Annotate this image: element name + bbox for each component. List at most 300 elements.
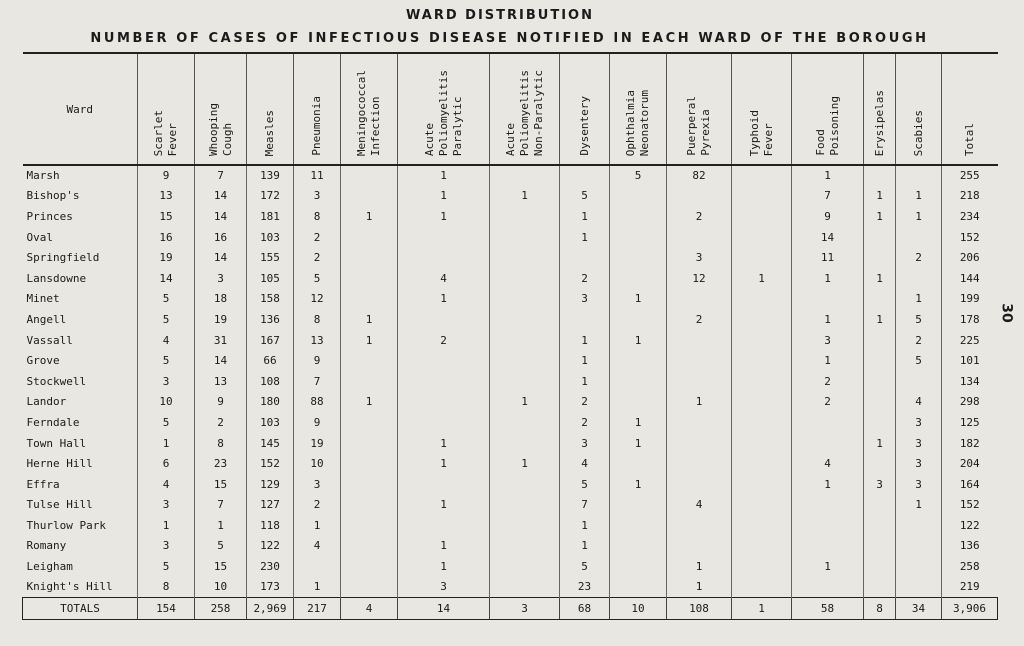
count-cell: 3 xyxy=(896,453,942,474)
count-cell xyxy=(792,412,864,433)
count-cell: 164 xyxy=(942,474,998,495)
count-cell xyxy=(294,556,341,577)
count-cell xyxy=(490,227,560,248)
count-cell: 1 xyxy=(610,330,667,351)
page-title: WARD DISTRIBUTION xyxy=(406,8,594,23)
table-row xyxy=(23,536,998,557)
count-cell: 234 xyxy=(942,206,998,227)
count-cell: 5 xyxy=(294,268,341,289)
count-cell: 1 xyxy=(610,433,667,454)
column-header-label: Scarlet Fever xyxy=(152,109,179,156)
column-header-acute-poliomyelitis-non-paralytic xyxy=(490,53,560,165)
count-cell: 199 xyxy=(942,289,998,310)
count-cell: 1 xyxy=(792,268,864,289)
table-row xyxy=(23,474,998,495)
ward-name-cell: Lansdowne xyxy=(26,271,87,285)
count-cell: 3 xyxy=(896,474,942,495)
count-cell: 9 xyxy=(195,392,247,413)
table-row xyxy=(23,247,998,268)
total-cell: 1 xyxy=(732,597,792,619)
ward-name-cell: Marsh xyxy=(26,169,60,183)
total-cell: 217 xyxy=(294,597,341,619)
count-cell: 103 xyxy=(247,227,294,248)
ward-name-cell: Knight's Hill xyxy=(26,580,113,594)
column-header-puerperal-pyrexia xyxy=(667,53,732,165)
column-header-measles xyxy=(247,53,294,165)
count-cell xyxy=(732,474,792,495)
ward-name-cell: Effra xyxy=(26,477,60,491)
count-cell: 5 xyxy=(195,536,247,557)
count-cell: 8 xyxy=(294,206,341,227)
table-row xyxy=(23,330,998,351)
count-cell xyxy=(560,309,610,330)
count-cell: 5 xyxy=(896,350,942,371)
table-row xyxy=(23,371,998,392)
table-row xyxy=(23,495,998,516)
count-cell xyxy=(490,350,560,371)
ward-name-cell: Leigham xyxy=(26,560,73,574)
count-cell xyxy=(667,330,732,351)
count-cell xyxy=(864,536,896,557)
column-header-label: Erysipelas xyxy=(872,89,886,156)
count-cell: 1 xyxy=(560,227,610,248)
count-cell: 136 xyxy=(247,309,294,330)
total-cell: 58 xyxy=(792,597,864,619)
count-cell: 1 xyxy=(667,577,732,598)
count-cell xyxy=(667,536,732,557)
count-cell: 127 xyxy=(247,495,294,516)
count-cell: 2 xyxy=(560,392,610,413)
count-cell xyxy=(732,165,792,186)
count-cell: 7 xyxy=(294,371,341,392)
total-cell: 68 xyxy=(560,597,610,619)
count-cell xyxy=(341,247,398,268)
count-cell: 14 xyxy=(792,227,864,248)
count-cell: 3 xyxy=(138,495,195,516)
count-cell: 218 xyxy=(942,186,998,207)
count-cell: 13 xyxy=(294,330,341,351)
count-cell: 3 xyxy=(864,474,896,495)
count-cell: 3 xyxy=(896,433,942,454)
count-cell: 2 xyxy=(294,247,341,268)
count-cell: 1 xyxy=(398,536,490,557)
table-row xyxy=(23,577,998,598)
total-cell: 108 xyxy=(667,597,732,619)
count-cell: 5 xyxy=(138,350,195,371)
count-cell: 1 xyxy=(864,206,896,227)
count-cell xyxy=(732,371,792,392)
total-cell: 4 xyxy=(341,597,398,619)
count-cell: 2 xyxy=(792,392,864,413)
count-cell xyxy=(732,309,792,330)
count-cell: 2 xyxy=(294,495,341,516)
count-cell xyxy=(560,165,610,186)
count-cell xyxy=(864,453,896,474)
column-header-total xyxy=(942,53,998,165)
count-cell xyxy=(490,268,560,289)
count-cell xyxy=(341,227,398,248)
count-cell xyxy=(341,453,398,474)
table-row xyxy=(23,453,998,474)
count-cell: 8 xyxy=(294,309,341,330)
count-cell xyxy=(896,515,942,536)
count-cell: 3 xyxy=(896,412,942,433)
table-row xyxy=(23,186,998,207)
count-cell: 167 xyxy=(247,330,294,351)
count-cell xyxy=(792,289,864,310)
count-cell xyxy=(490,474,560,495)
count-cell: 9 xyxy=(294,412,341,433)
table-row xyxy=(23,289,998,310)
total-cell: 10 xyxy=(610,597,667,619)
table-row xyxy=(23,433,998,454)
count-cell: 125 xyxy=(942,412,998,433)
count-cell xyxy=(792,577,864,598)
count-cell xyxy=(341,412,398,433)
count-cell: 258 xyxy=(942,556,998,577)
count-cell xyxy=(490,309,560,330)
count-cell: 4 xyxy=(294,536,341,557)
count-cell xyxy=(864,289,896,310)
column-header-typhoid-fever xyxy=(732,53,792,165)
count-cell xyxy=(490,206,560,227)
column-header-label: Whooping Cough xyxy=(206,103,234,156)
count-cell: 1 xyxy=(294,577,341,598)
count-cell: 155 xyxy=(247,247,294,268)
count-cell: 5 xyxy=(138,289,195,310)
count-cell xyxy=(896,577,942,598)
count-cell: 178 xyxy=(942,309,998,330)
column-header-pneumonia xyxy=(294,53,341,165)
count-cell xyxy=(896,165,942,186)
ward-distribution-table xyxy=(22,52,998,620)
count-cell: 1 xyxy=(560,536,610,557)
count-cell: 3 xyxy=(792,330,864,351)
ward-name-cell: Vassall xyxy=(26,333,73,347)
count-cell: 5 xyxy=(560,556,610,577)
count-cell xyxy=(341,289,398,310)
count-cell: 1 xyxy=(864,268,896,289)
column-header-food-poisoning xyxy=(792,53,864,165)
count-cell: 18 xyxy=(195,289,247,310)
count-cell xyxy=(667,289,732,310)
ward-name-cell: Angell xyxy=(26,312,67,326)
count-cell: 3 xyxy=(560,433,610,454)
count-cell xyxy=(732,453,792,474)
count-cell: 9 xyxy=(792,206,864,227)
count-cell xyxy=(398,474,490,495)
total-cell: 258 xyxy=(195,597,247,619)
column-header-ward: Ward xyxy=(23,53,138,165)
count-cell: 16 xyxy=(138,227,195,248)
column-header-label: Scabies xyxy=(911,109,925,156)
count-cell xyxy=(667,515,732,536)
column-header-label: Total xyxy=(962,122,976,156)
count-cell: 1 xyxy=(195,515,247,536)
count-cell: 14 xyxy=(195,206,247,227)
count-cell xyxy=(792,495,864,516)
count-cell: 1 xyxy=(610,474,667,495)
count-cell: 13 xyxy=(138,186,195,207)
count-cell: 19 xyxy=(294,433,341,454)
count-cell: 23 xyxy=(195,453,247,474)
count-cell: 1 xyxy=(792,474,864,495)
table-row xyxy=(23,227,998,248)
ward-name-cell: Minet xyxy=(26,292,60,306)
count-cell: 2 xyxy=(667,309,732,330)
count-cell: 145 xyxy=(247,433,294,454)
count-cell xyxy=(864,556,896,577)
count-cell xyxy=(732,350,792,371)
count-cell: 173 xyxy=(247,577,294,598)
count-cell xyxy=(864,577,896,598)
count-cell: 1 xyxy=(792,350,864,371)
count-cell: 2 xyxy=(896,247,942,268)
table-row xyxy=(23,515,998,536)
table-subtitle: NUMBER OF CASES OF INFECTIOUS DISEASE NOTIFIED IN EACH WARD OF THE BOROUGH xyxy=(90,31,929,46)
count-cell xyxy=(490,515,560,536)
count-cell: 101 xyxy=(942,350,998,371)
count-cell: 180 xyxy=(247,392,294,413)
count-cell: 14 xyxy=(195,247,247,268)
table-row xyxy=(23,392,998,413)
count-cell: 1 xyxy=(398,289,490,310)
count-cell xyxy=(896,556,942,577)
ward-name-cell: Oval xyxy=(26,230,53,244)
count-cell xyxy=(610,186,667,207)
table-row xyxy=(23,268,998,289)
count-cell: 230 xyxy=(247,556,294,577)
count-cell: 15 xyxy=(138,206,195,227)
count-cell: 298 xyxy=(942,392,998,413)
count-cell xyxy=(398,515,490,536)
count-cell xyxy=(896,227,942,248)
count-cell: 1 xyxy=(398,495,490,516)
ward-name-cell: Landor xyxy=(26,395,67,409)
count-cell xyxy=(610,556,667,577)
count-cell xyxy=(398,247,490,268)
count-cell: 7 xyxy=(195,165,247,186)
count-cell: 10 xyxy=(294,453,341,474)
count-cell: 10 xyxy=(195,577,247,598)
count-cell: 129 xyxy=(247,474,294,495)
count-cell: 118 xyxy=(247,515,294,536)
count-cell: 5 xyxy=(138,556,195,577)
count-cell xyxy=(667,371,732,392)
count-cell: 16 xyxy=(195,227,247,248)
column-header-label: Acute Poliomyelitis Paralytic xyxy=(422,69,464,156)
count-cell xyxy=(896,268,942,289)
count-cell: 5 xyxy=(138,309,195,330)
count-cell xyxy=(732,495,792,516)
count-cell xyxy=(792,515,864,536)
count-cell: 152 xyxy=(942,495,998,516)
column-header-scabies xyxy=(896,53,942,165)
count-cell xyxy=(341,268,398,289)
count-cell: 3 xyxy=(294,474,341,495)
ward-name-cell: Bishop's xyxy=(26,189,80,203)
count-cell: 1 xyxy=(896,495,942,516)
count-cell xyxy=(667,433,732,454)
count-cell: 3 xyxy=(560,289,610,310)
count-cell: 1 xyxy=(398,453,490,474)
count-cell: 1 xyxy=(398,165,490,186)
count-cell: 1 xyxy=(864,309,896,330)
count-cell xyxy=(732,433,792,454)
count-cell: 5 xyxy=(138,412,195,433)
count-cell xyxy=(864,227,896,248)
count-cell: 172 xyxy=(247,186,294,207)
count-cell xyxy=(341,186,398,207)
count-cell: 181 xyxy=(247,206,294,227)
count-cell: 8 xyxy=(195,433,247,454)
table-row xyxy=(23,165,998,186)
count-cell xyxy=(667,453,732,474)
count-cell xyxy=(490,247,560,268)
count-cell: 1 xyxy=(560,350,610,371)
count-cell: 1 xyxy=(864,186,896,207)
count-cell: 14 xyxy=(195,186,247,207)
count-cell: 3 xyxy=(195,268,247,289)
count-cell xyxy=(398,412,490,433)
count-cell xyxy=(490,165,560,186)
count-cell xyxy=(732,536,792,557)
count-cell: 1 xyxy=(896,186,942,207)
page-number: 30 xyxy=(998,303,1015,323)
count-cell: 1 xyxy=(667,392,732,413)
column-header-scarlet-fever xyxy=(138,53,195,165)
count-cell: 122 xyxy=(942,515,998,536)
count-cell: 1 xyxy=(792,556,864,577)
totals-label: TOTALS xyxy=(23,597,138,619)
count-cell xyxy=(341,536,398,557)
count-cell xyxy=(398,371,490,392)
count-cell: 152 xyxy=(942,227,998,248)
count-cell: 2 xyxy=(560,268,610,289)
count-cell: 1 xyxy=(138,515,195,536)
count-cell: 88 xyxy=(294,392,341,413)
count-cell: 1 xyxy=(398,186,490,207)
count-cell xyxy=(864,392,896,413)
count-cell: 2 xyxy=(398,330,490,351)
total-cell: 2,969 xyxy=(247,597,294,619)
column-header-label: Puerperal Pyrexia xyxy=(685,96,712,156)
count-cell: 136 xyxy=(942,536,998,557)
count-cell xyxy=(610,350,667,371)
count-cell xyxy=(667,350,732,371)
column-header-meningococcal-infection xyxy=(341,53,398,165)
count-cell xyxy=(732,330,792,351)
count-cell: 66 xyxy=(247,350,294,371)
count-cell: 4 xyxy=(667,495,732,516)
count-cell: 15 xyxy=(195,474,247,495)
count-cell: 3 xyxy=(398,577,490,598)
count-cell xyxy=(341,350,398,371)
column-header-acute-poliomyelitis-paralytic xyxy=(398,53,490,165)
count-cell xyxy=(398,227,490,248)
count-cell xyxy=(667,227,732,248)
column-header-label: Pneumonia xyxy=(310,96,323,156)
ward-name-cell: Herne Hill xyxy=(26,457,93,471)
count-cell: 11 xyxy=(294,165,341,186)
column-header-ophthalmia-neonatorum xyxy=(610,53,667,165)
count-cell: 108 xyxy=(247,371,294,392)
count-cell: 1 xyxy=(896,289,942,310)
count-cell: 2 xyxy=(560,412,610,433)
count-cell: 19 xyxy=(138,247,195,268)
count-cell: 15 xyxy=(195,556,247,577)
count-cell xyxy=(490,412,560,433)
ward-name-cell: Thurlow Park xyxy=(26,518,106,532)
count-cell xyxy=(341,556,398,577)
ward-name-cell: Tulse Hill xyxy=(26,498,93,512)
count-cell xyxy=(896,371,942,392)
count-cell: 158 xyxy=(247,289,294,310)
count-cell: 14 xyxy=(195,350,247,371)
count-cell xyxy=(610,453,667,474)
count-cell: 7 xyxy=(560,495,610,516)
column-header-label: Acute Poliomyelitis Non-Paralytic xyxy=(503,69,545,156)
table-row xyxy=(23,556,998,577)
count-cell: 7 xyxy=(792,186,864,207)
count-cell xyxy=(610,268,667,289)
ward-name-cell: Town Hall xyxy=(26,436,87,450)
count-cell xyxy=(864,330,896,351)
count-cell: 1 xyxy=(610,289,667,310)
count-cell xyxy=(864,412,896,433)
count-cell: 5 xyxy=(610,165,667,186)
count-cell: 1 xyxy=(667,556,732,577)
count-cell xyxy=(341,474,398,495)
count-cell xyxy=(490,289,560,310)
count-cell xyxy=(490,577,560,598)
count-cell: 12 xyxy=(294,289,341,310)
count-cell: 1 xyxy=(896,206,942,227)
total-cell: 14 xyxy=(398,597,490,619)
count-cell xyxy=(610,536,667,557)
table-row xyxy=(23,412,998,433)
count-cell: 6 xyxy=(138,453,195,474)
count-cell: 1 xyxy=(341,392,398,413)
count-cell xyxy=(341,433,398,454)
count-cell: 1 xyxy=(490,186,560,207)
count-cell: 2 xyxy=(896,330,942,351)
count-cell xyxy=(732,392,792,413)
count-cell xyxy=(667,186,732,207)
count-cell: 2 xyxy=(792,371,864,392)
count-cell: 2 xyxy=(667,206,732,227)
count-cell xyxy=(610,309,667,330)
ward-name-cell: Romany xyxy=(26,539,67,553)
count-cell xyxy=(792,536,864,557)
count-cell xyxy=(341,371,398,392)
column-header-dysentery xyxy=(560,53,610,165)
count-cell: 8 xyxy=(138,577,195,598)
total-cell: 34 xyxy=(896,597,942,619)
count-cell xyxy=(732,412,792,433)
count-cell xyxy=(732,289,792,310)
count-cell: 31 xyxy=(195,330,247,351)
count-cell xyxy=(732,556,792,577)
count-cell: 11 xyxy=(792,247,864,268)
column-header-label: Meningococcal Infection xyxy=(355,69,382,156)
count-cell: 1 xyxy=(341,330,398,351)
count-cell: 4 xyxy=(792,453,864,474)
count-cell: 1 xyxy=(610,412,667,433)
count-cell: 1 xyxy=(398,556,490,577)
count-cell: 204 xyxy=(942,453,998,474)
total-cell: 154 xyxy=(138,597,195,619)
